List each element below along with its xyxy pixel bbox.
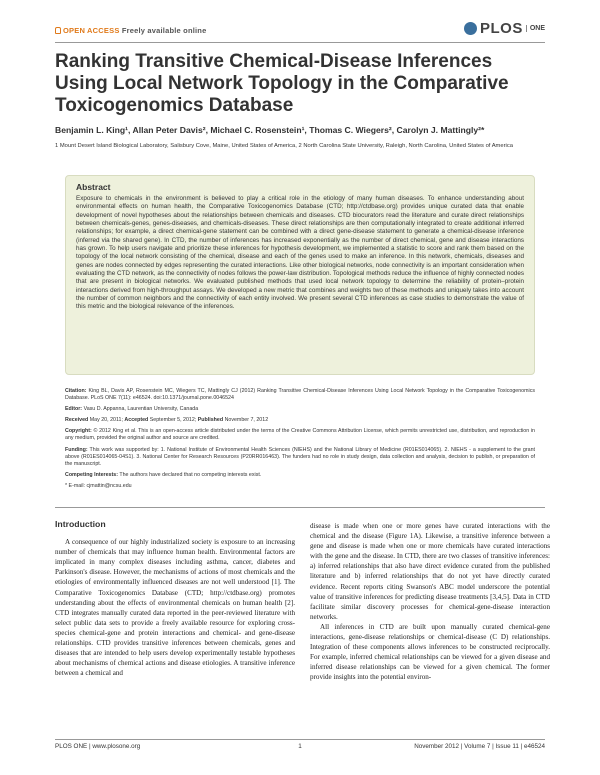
journal-logo-text: PLOS	[479, 20, 523, 37]
copyright-label: Copyright:	[65, 428, 92, 435]
footer-issue: November 2012 | Volume 7 | Issue 11 | e46524	[414, 743, 545, 750]
affiliations: 1 Mount Desert Island Biological Laboratory, Salisbury Cove, Maine, United States of America, 2 North Carolina State University, Raleigh, North Carolina, United States of America	[55, 143, 513, 149]
body-column-left	[55, 519, 295, 678]
intro-paragraph-2: All inferences in CTD are built upon manually curated chemical-gene interactions, gene-disease relationships or chemical-disease (C D) relationships. Integration of these components allows inferences to be constructed reciprocally. For example, inferred chemical relationships can be viewed for a given disease and inferred disease relationships can be viewed for a given chemical. The former provide insights into the potential environ-	[310, 622, 550, 682]
dates-row	[65, 417, 535, 424]
editor-row	[65, 406, 535, 413]
metadata-divider	[55, 507, 545, 508]
accepted-label: Accepted	[124, 417, 149, 424]
abstract-text: Exposure to chemicals in the environment is believed to play a critical role in the etiology of many human diseases. To enhance understanding about environmental effects on human health, the Comparative Toxicogenomics Database (CTD; http://ctdbase.org) provides unique curated data that enable development of novel hypotheses about the relationships between chemicals and diseases. CTD biocurators read the literature and curate direct relationships between chemicals-genes, genes-diseases, and chemicals-diseases. These direct relationships are then computationally integrated to create additional inferred relationships; for example, a direct chemical-gene statement can be combined with a direct gene-disease statement to generate a chemical-disease inference (inferred via the shared gene). In CTD, the number of inferences has increased exponentially as the number of direct chemical, gene and disease interactions has grown. To help users navigate and prioritize these inferences for hypothesis development, we implemented a statistic to score and rank them based on the topology of the local network consisting of the chemical, disease and each of the genes used to make an inference. In this network, chemicals, diseases and genes are nodes connected by edges representing the curated interactions. Like other biological networks, node connectivity is an important consideration when evaluating the CTD network, as the connectivity of nodes follows the power-law distribution. Topological methods reduce the influence of highly connected nodes that are present in biological networks. We evaluated published methods that used local network topology to determine the reliability of protein–protein interactions derived from high-throughput assays. We developed a new metric that combines and weights two of these methods and uniquely takes into account the number of common neighbors and the connectivity of each entity involved. We present several CTD inferences as case studies to demonstrate the value of this metric and the biological relevance of the inferences.	[76, 195, 524, 311]
accepted-date: September 5, 2012;	[149, 417, 197, 424]
citation-label: Citation:	[65, 388, 87, 394]
page-footer	[55, 743, 545, 755]
published-date: November 7, 2012	[224, 417, 269, 424]
paper-title: Ranking Transitive Chemical-Disease Inferences Using Local Network Topology in the Comparative Toxicogenomics Database	[55, 51, 509, 116]
copyright-row	[65, 428, 535, 442]
received-label: Received	[65, 417, 89, 424]
header-divider	[55, 42, 545, 43]
intro-paragraph-1-cont: disease is made when one or more genes have curated interactions with the chemical and the disease (Figure 1A). Likewise, a transitive inference between a gene and disease is made when one or more chemicals have curated interactions with the gene and the disease. In CTD, there are two classes of transitive inferences: a) inferred relationships that also have direct evidence curated from the published literature and b) inferred relationships that do not yet have directly curated evidence. Recent reports citing Swanson's ABC model underscore the potential value of transitive inferences for predicting disease treatments [3,4,5]. Data in CTD facilitate similar discovery processes for chemical-gene-disease interaction networks.	[310, 522, 550, 621]
editor-text: Vasu D. Appanna, Laurentian University, Canada	[83, 406, 199, 413]
abstract-heading: Abstract	[76, 182, 111, 192]
funding-row	[65, 447, 535, 468]
published-label: Published	[197, 417, 224, 424]
open-access-label: OPEN ACCESS	[63, 26, 120, 35]
copyright-text: © 2012 King et al. This is an open-access article distributed under the terms of the Creative Commons Attribution License, which permits unrestricted use, distribution, and reproduction in any medium, provided the original author and source are credited.	[65, 428, 535, 442]
funding-label: Funding:	[65, 446, 88, 453]
footer-divider	[55, 739, 545, 740]
citation-text: King BL, Davis AP, Rosenstein MC, Wiegers TC, Mattingly CJ (2012) Ranking Transitive Chemical-Disease Inferences Using Local Network Topology in the Comparative Toxicogenomics Database. PLoS ONE 7(11): e46524. doi:10.1371/journal.pone.0046524	[65, 388, 535, 402]
journal-logo	[464, 20, 545, 37]
body-column-right	[310, 521, 550, 683]
page-header	[55, 20, 545, 40]
open-lock-icon	[55, 27, 61, 34]
email-row: * E-mail: cjmattin@ncsu.edu	[65, 482, 132, 489]
freely-available-label: Freely available online	[121, 26, 207, 35]
citation-row	[65, 388, 535, 402]
editor-label: Editor:	[65, 406, 83, 413]
abstract-box	[65, 175, 535, 375]
intro-paragraph-1: A consequence of our highly industrialized society is exposure to an increasing number of chemicals that may influence human health. Environmental factors are implicated in many complex diseases including asthma, cancer, diabetes and Parkinson's disease. However, the mechanisms of actions of most chemicals and the etiologies of environmentally influenced diseases are not well understood [1]. The Comparative Toxicogenomics Database (CTD; http://ctdbase.org) promotes understanding about the effects of environmental chemicals on human health [2]. CTD integrates manually curated data reported in the peer-reviewed literature with select public data sets to provide a freely available resource for exploring cross-species chemical-gene and protein interactions and chemical- and gene-disease relationships. CTD provides transitive inferences between chemicals, genes and diseases that are intended to help users develop experimentally testable hypotheses about mechanisms of chemical actions and disease etiologies. A transitive inference between a chemical and	[55, 538, 295, 678]
page-number: 1	[298, 743, 302, 750]
funding-text: This work was supported by: 1. National Institute of Environmental Health Sciences (NIEHS) and the National Library of Medicine (R01ES014065). 2. NIEHS - a supplement to the grant above (R01ES014065-04S1). 3. National Center for Research Resources (P20RR016463). The funders had no role in study design, data collection and analysis, decision to publish, or preparation of the manuscript.	[65, 446, 535, 467]
author-list: Benjamin L. King¹, Allan Peter Davis², Michael C. Rosenstein¹, Thomas C. Wiegers², Carolyn J. Mattingly²*	[55, 125, 485, 135]
footer-journal: PLOS ONE | www.plosone.org	[55, 743, 141, 750]
introduction-heading: Introduction	[55, 519, 106, 529]
plos-logo-icon	[464, 22, 477, 35]
journal-logo-sub: ONE	[526, 25, 545, 32]
received-date: May 20, 2011;	[89, 417, 123, 424]
open-access-badge	[55, 26, 206, 35]
competing-interests-row	[65, 472, 535, 479]
article-metadata	[65, 388, 535, 494]
competing-interests-label: Competing Interests:	[65, 471, 118, 478]
competing-interests-text: The authors have declared that no competing interests exist.	[119, 471, 262, 478]
